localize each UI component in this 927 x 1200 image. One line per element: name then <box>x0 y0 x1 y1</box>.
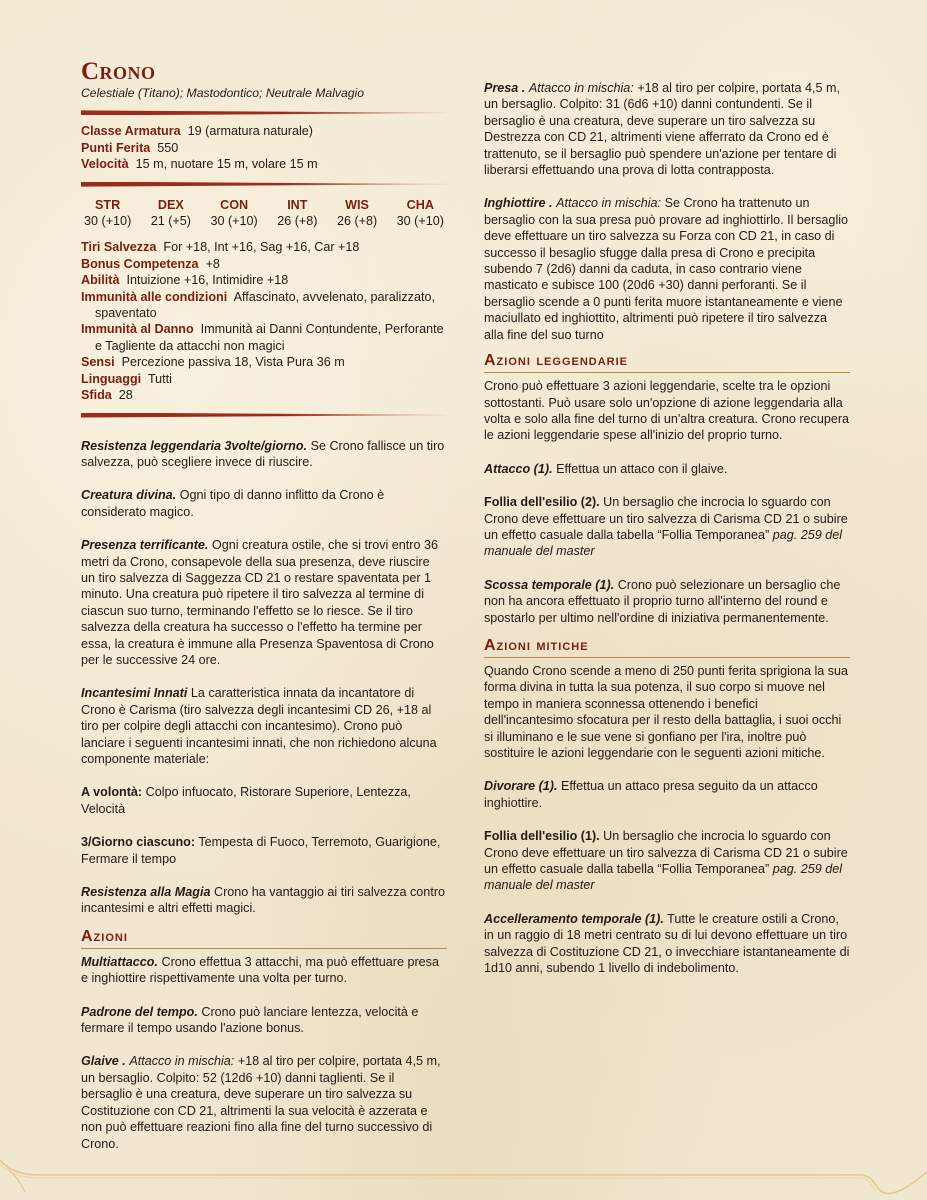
tapered-rule <box>81 413 447 418</box>
detail-stats <box>81 239 447 403</box>
legendary-intro: Crono può effettuare 3 azioni leggendarie, scelte tra le opzioni sottostanti. Può usare solo un'opzione di azione leggendaria alla volta e solo alla fine del turno di un'altra creatura. Crono recupera le azioni leggendarie spese all'inizio del proprio turno. <box>484 379 850 443</box>
ability-con: CON 30 (+10) <box>210 197 258 229</box>
ability-str: STR 30 (+10) <box>84 197 132 229</box>
trait-frightful-presence: Presenza terrificante. Ogni creatura ostile, che si trovi entro 36 metri da Crono, consapevole della sua presenza, deve riuscire un tiro salvezza di Saggezza CD 21 o restare spaventata per 1 minuto. Una creatura può ripetere il tiro salvezza al termine di ciascun suo turno, terminando l'effetto se lo riesce. Se il tiro salvezza della creatura ha successo o l'effetto ha termine per essa, la creatura è immune alla Presenza Spaventosa di Crono per le successive 24 ore. <box>81 538 439 667</box>
trait-innate-spellcasting: Incantesimi Innati La caratteristica innata da incantatore di Crono è Carisma (tiro salvezza degli incantesimi CD 26, +18 al tiro per colpire degli attacchi con incantesimo). Crono può lanciare i seguenti incantesimi innati, che non richiedono alcuna componente materiale: <box>81 686 437 766</box>
legendary-attack: Attacco (1). Effettua un attaco con il glaive. <box>484 461 728 476</box>
saving-throws: Tiri Salvezza For +18, Int +16, Sag +16, Car +18 <box>81 240 360 255</box>
ability-dex: DEX 21 (+5) <box>150 197 191 229</box>
hit-points: Punti Ferita 550 <box>81 140 179 155</box>
action-swallow: Inghiottire . Attacco in mischia: Se Crono ha trattenuto un bersaglio con la sua presa può provare ad inghiottirlo. Il bersaglio deve effettuare un tiro salvezza su Forza con CD 21, in caso di successo il besaglio sfugge dalla presa di Crono e precipita subendo 7 (2d6) danni da caduta, in caso contrario viene masticato e subisce 100 (20d6 +30) danni perforanti. Se il bersaglio scende a 0 punti ferita muore istantaneamente e viene maciullato ed inghiottito, altrimenti può ripetere il tiro salvezza alla fine del suo turno <box>484 196 849 342</box>
trait-magic-resistance: Resistenza alla Magia Crono ha vantaggio ai tiri salvezza contro incantesimi e altri effetti magici. <box>81 885 446 916</box>
monster-type: Celestiale (Titano); Mastodontico; Neutrale Malvagio <box>81 86 365 100</box>
actions-heading: Azioni <box>81 927 447 949</box>
action-grab: Presa . Attacco in mischia: +18 al tiro per colpire, portata 4,5 m, un bersaglio. Colpito: 31 (6d6 +10) danni contundenti. Se il bersaglio è una creatura, deve superare un tiro salvezza su Destrezza con CD 21, altrimenti viene afferrato da Crono ed è trattenuto, se il bersaglio può spendere un'azione per tentare di liberarsi effettuando una prova di lotta contrapposta. <box>484 81 840 178</box>
tapered-rule <box>81 110 447 115</box>
spells-3-per-day: 3/Giorno ciascuno: Tempesta di Fuoco, Terremoto, Guarigione, Fermare il tempo <box>81 835 441 866</box>
mythic-exile-madness: Follia dell'esilio (1). Un bersaglio che incrocia lo sguardo con Crono deve effettuare un tiro salvezza di Carisma CD 21 o subire un effetto casuale dalla tabella “Follia Temporanea” pag. 259 del manuale del master <box>484 829 848 893</box>
mythic-actions-heading: Azioni mitiche <box>484 636 850 658</box>
action-multiattack: Multiattacco. Crono effettua 3 attacchi, ma può effettuare presa e inghiottire rispettivamente una volta per turno. <box>81 954 439 986</box>
basic-stats <box>81 123 447 172</box>
trait-divine-creature: Creatura divina. Ogni tipo di danno inflitto da Crono è considerato magico. <box>81 488 385 519</box>
legendary-temporal-shock: Scossa temporale (1). Crono può selezionare un bersaglio che non ha ancora effettuato il proprio turno all'interno del round e spostarlo per ultimo nell'ordine di iniziativa permanentemente. <box>484 577 841 625</box>
senses: Sensi Percezione passiva 18, Vista Pura 36 m <box>81 355 345 370</box>
ability-scores <box>81 195 447 236</box>
ability-int: INT 26 (+8) <box>277 197 318 229</box>
mythic-devour: Divorare (1). Effettua un attaco presa seguito da un attacco inghiottire. <box>484 779 818 810</box>
damage-immunities: Immunità al Danno Immunità ai Danni Contundente, Perforante e Tagliente da attacchi non magici <box>81 322 444 353</box>
action-glaive: Glaive . Attacco in mischia: +18 al tiro per colpire, portata 4,5 m, un bersaglio. Colpito: 52 (12d6 +10) danni taglienti. Se il bersaglio è una creatura, deve superare un tiro salvezza su Costituzione con CD 21, altrimenti la sua velocità è azzerata e non può effettuare reazioni fino alla fine del turno successivo di Crono. <box>81 1054 441 1151</box>
monster-name: Crono <box>81 58 156 85</box>
traits <box>81 438 447 917</box>
action-master-of-time: Padrone del tempo. Crono può lanciare lentezza, velocità e fermare il tempo usando l'azione bonus. <box>81 1004 419 1036</box>
speed: Velocità 15 m, nuotare 15 m, volare 15 m <box>81 157 318 172</box>
challenge: Sfida 28 <box>81 388 133 403</box>
ability-wis: WIS 26 (+8) <box>336 197 378 229</box>
mythic-temporal-acceleration: Accelleramento temporale (1). Tutte le creature ostili a Crono, in un raggio di 18 metri centrato su di lui devono effettuare un tiro salvezza di Costituzione CD 21, o invecchiare istantaneamente di 1d10 anni, subendo 1 livello di indebolimento. <box>484 911 850 976</box>
ability-cha: CHA 30 (+10) <box>396 197 444 229</box>
legendary-actions-heading: Azioni leggendarie <box>484 351 850 373</box>
mythic-intro: Quando Crono scende a meno di 250 punti ferita sprigiona la sua forma divina in tutta la sua potenza, il suo corpo si muove nel tempo in maniera sconnessa ottenendo i benefici dell'incantesimo sfocatura per il resto della battaglia, i suoi occhi si illuminano e le sue vene si gonfiano per l'ira, inoltre può sostituire le azioni leggendarie con le seguenti azioni mitiche. <box>484 663 849 760</box>
languages: Linguaggi Tutti <box>81 371 172 386</box>
trait-legendary-resistance: Resistenza leggendaria 3volte/giorno. Se Crono fallisce un tiro salvezza, può scegliere invece di riuscire. <box>81 438 445 469</box>
spells-at-will: A volontà: Colpo infuocato, Ristorare Superiore, Lentezza, Velocità <box>81 785 411 816</box>
decorative-page-border <box>0 1150 927 1200</box>
condition-immunities: Immunità alle condizioni Affascinato, avvelenato, paralizzato, spaventato <box>81 289 435 321</box>
stat-block-right-column <box>484 80 850 993</box>
proficiency-bonus: Bonus Competenza +8 <box>81 256 220 271</box>
tapered-rule <box>81 182 447 187</box>
skills: Abilità Intuizione +16, Intimidire +18 <box>81 273 289 288</box>
legendary-exile-madness: Follia dell'esilio (2). Un bersaglio che incrocia lo sguardo con Crono deve effettuare un tiro salvezza di Carisma CD 21 o subire un effetto casuale dalla tabella “Follia Temporanea” pag. 259 del manuale del master <box>484 495 848 559</box>
stat-block-left-column <box>81 58 447 1169</box>
armor-class: Classe Armatura 19 (armatura naturale) <box>81 124 313 139</box>
